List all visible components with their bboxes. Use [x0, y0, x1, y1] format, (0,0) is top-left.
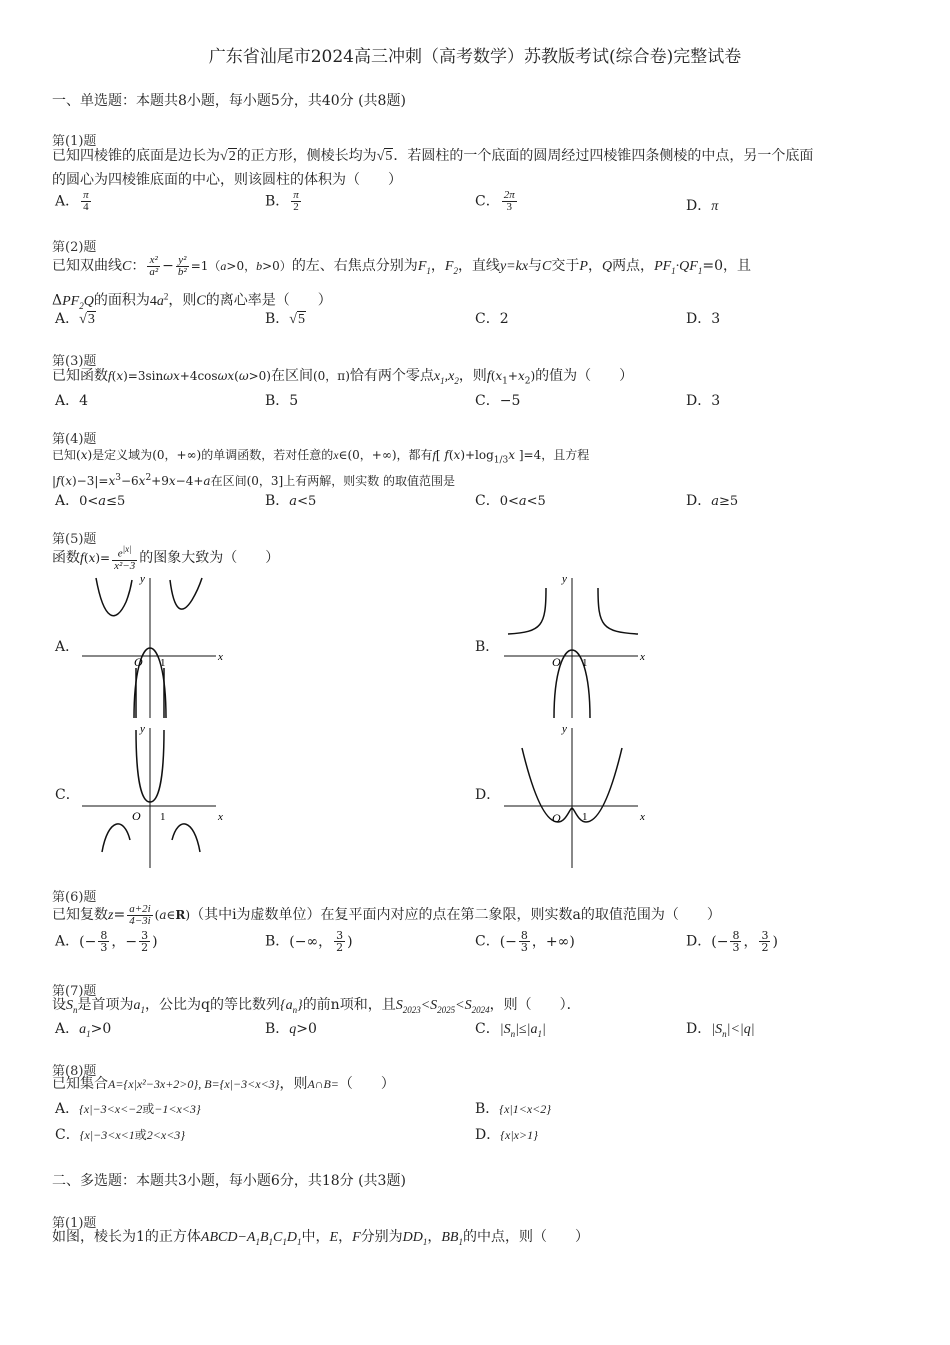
option-c[interactable]: C．−5: [475, 393, 521, 409]
section-heading-single-choice: 一、单选题：本题共8小题，每小题5分，共40分 (共8题): [52, 93, 406, 109]
y-axis-label: y: [140, 723, 145, 735]
y-axis-label: y: [562, 723, 567, 735]
origin-label: O: [134, 655, 143, 669]
option-c[interactable]: C．(− $\frac{8}{3}$ ，+∞): [475, 929, 575, 954]
origin-label: O: [132, 809, 141, 823]
question-text: $\Delta PF_2Q$的面积为$4a^2$，则C的离心率是（ ）: [52, 291, 332, 311]
option-b[interactable]: B．(−∞， $\frac{3}{2}$ ): [265, 929, 353, 954]
option-d[interactable]: D．(− $\frac{8}{3}$ ， $\frac{3}{2}$ ): [686, 929, 778, 954]
option-b[interactable]: B．a<5: [265, 493, 317, 509]
graph-option-b: [500, 572, 660, 720]
option-a[interactable]: A．0<a≤5: [55, 493, 126, 509]
option-a[interactable]: A．(− $\frac{8}{3}$ ，− $\frac{3}{2}$ ): [55, 929, 158, 954]
question-number: 第(4)题: [52, 432, 97, 447]
option-b[interactable]: B．q>0: [265, 1021, 317, 1037]
question-text: $|f(x)-3|=x^3-6x^2+9x-4+a$在区间(0，3]上有两解，则实数 的取值范围是: [52, 473, 456, 488]
option-d[interactable]: D．: [475, 787, 501, 803]
option-a[interactable]: A．{x|−3<x<−2或−1<x<3}: [55, 1101, 201, 1117]
option-a[interactable]: A．$a_1>0$: [55, 1021, 112, 1039]
x-axis-label: x: [640, 811, 645, 823]
page-title: 广东省汕尾市2024高三冲刺（高考数学）苏教版考试(综合卷)完整试卷: [208, 47, 742, 67]
question-text: 已知四棱锥的底面是边长为√2的正方形，侧棱长均为√5．若圆柱的一个底面的圆周经过四棱锥四条侧棱的中点，另一个底面: [52, 148, 814, 164]
x-axis-label: x: [640, 651, 645, 663]
option-a[interactable]: A．4: [55, 393, 89, 409]
option-c[interactable]: C．2: [475, 311, 509, 327]
question-text: 如图，棱长为1的正方体$ABCD-A_1B_1C_1D_1$中，E，F分别为$DD_1$，$BB_1$的中点，则（ ）: [52, 1229, 589, 1247]
section-heading-multiple-choice: 二、多选题：本题共3小题，每小题6分，共18分 (共3题): [52, 1173, 406, 1189]
x-axis-label: x: [218, 651, 223, 663]
question-number: 第(8)题: [52, 1064, 97, 1079]
tick-label: 1: [582, 811, 588, 823]
graph-option-d: [500, 722, 660, 870]
question-number: 第(2)题: [52, 240, 97, 255]
option-d[interactable]: D．a≥5: [686, 493, 739, 509]
question-number: 第(3)题: [52, 354, 97, 369]
tick-label: 1: [160, 811, 166, 823]
option-a[interactable]: A． $\frac{\pi}{4}$: [55, 189, 89, 213]
option-d[interactable]: D．π: [686, 198, 719, 214]
option-c[interactable]: C． $\frac{2\pi}{3}$: [475, 189, 515, 213]
option-c[interactable]: C．{x|−3<x<1或2<x<3}: [55, 1127, 186, 1143]
question-text: 设$S_n$是首项为$a_1$，公比为q的等比数列$\{a_n\}$的前n项和，且$S_{2023}<S_{2025}<S_{2024}$，则（ ）．: [52, 997, 581, 1015]
option-b[interactable]: B．{x|1<x<2}: [475, 1101, 552, 1117]
x-axis-label: x: [218, 811, 223, 823]
graph-option-a: [78, 572, 238, 720]
option-d[interactable]: D．$|S_n|<|q|$: [686, 1021, 755, 1039]
question-text: 已知集合A={x|x²−3x+2>0}, B={x|−3<x<3}，则A∩B=（ ）: [52, 1076, 395, 1092]
graph-option-c: [78, 722, 238, 870]
question-text: 已知双曲线C： $\frac{\text{x²}}{\text{a²}}$ − $\frac{\text{y²}}{\text{b²}}$ =1（a>0，b>0）的左、右焦点分别为$F_1$，$F_2$，直线y=kx与C交于P，Q两点，$PF_1\cdot QF_1=0$，且: [52, 253, 751, 278]
option-b[interactable]: B． $\frac{\pi}{2}$: [265, 189, 299, 213]
question-number: 第(6)题: [52, 890, 97, 905]
option-b[interactable]: B．√5: [265, 311, 305, 327]
option-a[interactable]: A．√3: [55, 311, 95, 327]
question-text: 函数f(x)= $\frac{e^{|x|}}{\text{x²−3}}$ 的图象大致为（ ）: [52, 544, 280, 572]
origin-label: O: [552, 811, 561, 825]
question-text: 已知函数f(x)=3sinωx+4cosωx(ω>0)在区间(0，π)恰有两个零点$x_1,x_2$，则$f(x_1+x_2)$的值为（ ）: [52, 368, 634, 387]
question-text: 已知复数z= $\frac{a+2i}{4-3i}$ (a∈R)（其中i为虚数单位）在复平面内对应的点在第二象限，则实数a的取值范围为（ ）: [52, 902, 721, 927]
tick-label: 1: [160, 657, 166, 669]
option-d[interactable]: D．3: [686, 311, 721, 327]
question-number: 第(1)题: [52, 1216, 97, 1231]
origin-label: O: [552, 655, 561, 669]
option-b[interactable]: B．: [475, 639, 500, 655]
option-c[interactable]: C．0<a<5: [475, 493, 546, 509]
tick-label: 1: [582, 657, 588, 669]
y-axis-label: y: [140, 573, 145, 585]
y-axis-label: y: [562, 573, 567, 585]
question-text: 的圆心为四棱锥底面的中心，则该圆柱的体积为（ ）: [52, 172, 402, 188]
option-c[interactable]: C．$|S_n|\le|a_1|$: [475, 1021, 546, 1039]
option-d[interactable]: D．{x|x>1}: [475, 1127, 538, 1143]
question-text: 已知(x)是定义域为(0，+∞)的单调函数，若对任意的x∈(0，+∞)，都有f[ $f(x)+\log_{1/3}x$ ]=4，且方程: [52, 448, 590, 466]
question-number: 第(7)题: [52, 984, 97, 999]
option-d[interactable]: D．3: [686, 393, 721, 409]
option-c[interactable]: C．: [55, 787, 80, 803]
question-number: 第(5)题: [52, 532, 97, 547]
option-b[interactable]: B．5: [265, 393, 299, 409]
question-number: 第(1)题: [52, 134, 97, 149]
option-a[interactable]: A．: [55, 639, 80, 655]
